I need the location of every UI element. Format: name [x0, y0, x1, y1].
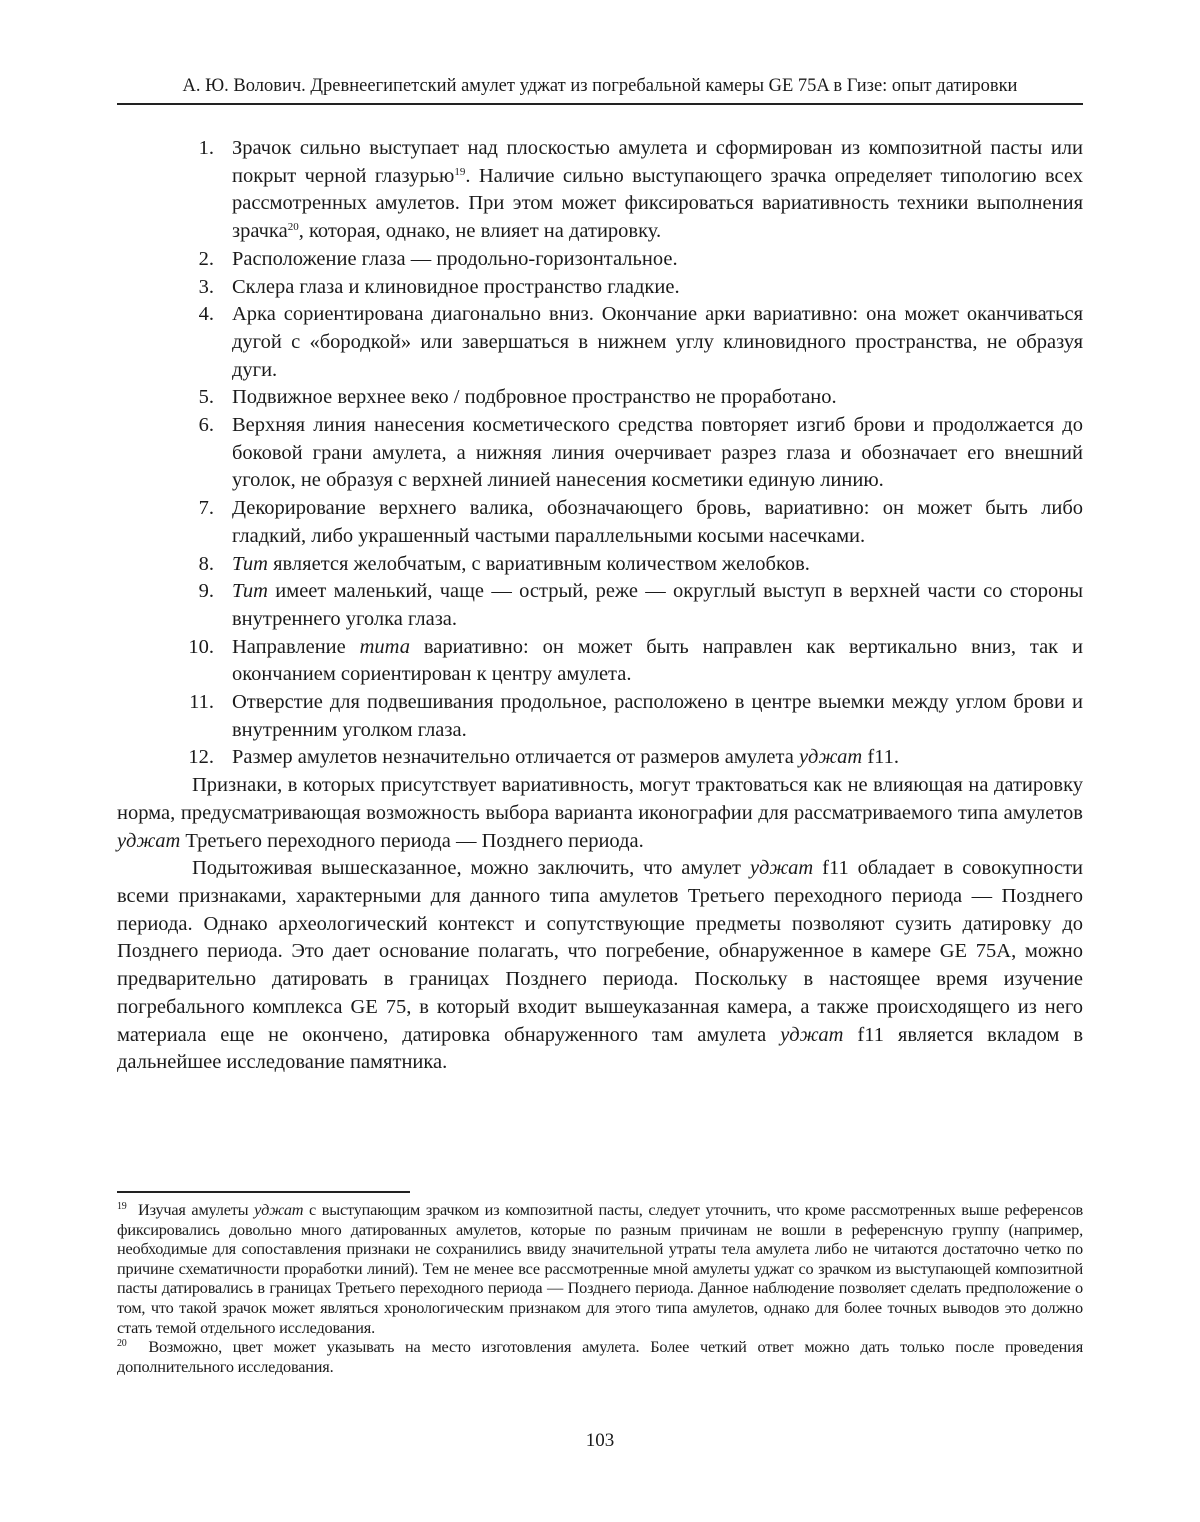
- footnote-ref[interactable]: 19: [454, 165, 466, 178]
- text: имеет маленький, чаще — острый, реже — округлый выступ в верхней части со стороны внутреннего уголка глаза.: [232, 580, 1083, 630]
- italic-term: тита: [359, 635, 410, 658]
- footnote-rule: [117, 1191, 410, 1193]
- list-item: [117, 495, 1083, 550]
- page-number: 103: [585, 1430, 615, 1451]
- text: с выступающим зрачком из композитной пасты, следует уточнить, что кроме рассмотренных выше референсов фиксировались довольно много датированных амулетов, которые по разным причинам не вошли в референсную группу (например, необходимые для сопоставления признаки не сохранились ввиду значительной утраты тела амулета либо не читаются достаточно четко по причине схематичности проработки линий). Тем не менее все рассмотренные мной амулеты уджат со зрачком из выступающей композитной пасты датировались в границах Третьего переходного периода — Позднего периода. Данное наблюдение позволяет сделать предположение о том, что такой зрачок может являться хронологическим признаком для этого типа амулетов, однако для более точных выводов это должно стать темой отдельного исследования.: [117, 1200, 1083, 1337]
- italic-term: Тит: [232, 552, 268, 575]
- list-number: 4.: [198, 303, 214, 326]
- italic-term: уджат: [798, 746, 863, 769]
- list-number: 12.: [188, 746, 214, 769]
- list-text: [232, 634, 1083, 689]
- italic-term: уджат: [780, 1023, 844, 1046]
- text: , которая, однако, не влияет на датировку.: [298, 220, 662, 243]
- text: f11 обладает в совокупности всеми признаками, характерными для данного типа амулетов Третьего переходного периода — Позднего периода. Однако археологический контекст и сопутствующие предметы позволяют сузить датировку до Позднего периода. Это дает основание полагать, что погребение, обнаруженное в камере GE 75A, можно предварительно датировать в границах Позднего периода. Поскольку в настоящее время изучение погребального комплекса GE 75, в который входит вышеуказанная камера, а также происходящего из него материала еще не окончено, датировка обнаруженного там амулета: [117, 857, 1083, 1046]
- list-text: Верхняя линия нанесения косметического средства повторяет изгиб брови и продолжается до боковой грани амулета, а нижняя линия очерчивает разрез глаза и обозначает его внешний уголок, не образуя с верхней линией нанесения косметики единую линию.: [232, 414, 1083, 492]
- italic-term: Тит: [232, 580, 268, 603]
- list-number: 2.: [198, 247, 214, 270]
- italic-term: уджат: [749, 857, 814, 880]
- paragraph: [117, 855, 1083, 1077]
- text: Признаки, в которых присутствует вариативность, могут трактоваться как не влияющая на датировку норма, предусматривающая возможность выбора варианта иконографии для рассматриваемого типа амулетов: [117, 774, 1083, 824]
- text: . Наличие сильно выступающего зрачка определяет типологию всех рассмотренных амулетов. При этом может фиксироваться вариативность техники выполнения зрачка: [232, 164, 1083, 243]
- italic-term: уджат: [254, 1200, 304, 1219]
- list-item: [117, 744, 1083, 772]
- list-number: 6.: [198, 414, 214, 437]
- list-text: Арка сориентирована диагонально вниз. Окончание арки вариативно: она может оканчиваться дугой с «бородкой» или завершаться в нижнем углу клиновидного пространства, не образуя дуги.: [232, 303, 1083, 381]
- text: Размер амулетов незначительно отличается от размеров амулета: [232, 746, 799, 769]
- list-item: [117, 551, 1083, 579]
- main-text: [117, 135, 1083, 1077]
- footnotes: [117, 1200, 1083, 1376]
- list-text: [232, 578, 1083, 633]
- list-item: [117, 412, 1083, 495]
- list-number: 7.: [198, 497, 214, 520]
- list-item: [117, 634, 1083, 689]
- list-number: 8.: [198, 552, 214, 575]
- running-header: А. Ю. Волович. Древнеегипетский амулет уджат из погребальной камеры GE 75A в Гизе: опыт датировки: [182, 76, 1018, 96]
- footnote-number: 20: [117, 1338, 127, 1350]
- footnote: [117, 1200, 1083, 1337]
- footnote-number: 19: [117, 1201, 127, 1212]
- footnote: [117, 1337, 1083, 1376]
- header-rule: [117, 103, 1083, 105]
- list-item: [117, 689, 1083, 744]
- italic-term: уджат: [117, 829, 181, 852]
- text: Изучая амулеты: [138, 1200, 255, 1219]
- list-item: [117, 384, 1083, 412]
- text: Третьего переходного периода — Позднего периода.: [180, 829, 644, 852]
- list-item: [117, 246, 1083, 274]
- text: Зрачок сильно выступает над плоскостью амулета и сформирован из композитной пасты или покрыт черной глазурью: [232, 137, 1083, 187]
- list-text: Подвижное верхнее веко / подбровное пространство не проработано.: [232, 386, 837, 409]
- list-text: [232, 551, 1083, 579]
- text: Направление: [232, 635, 360, 658]
- list-number: 3.: [198, 275, 214, 298]
- list-text: Декорирование верхнего валика, обозначающего бровь, вариативно: он может быть либо гладкий, либо украшенный частыми параллельными косыми насечками.: [232, 497, 1083, 547]
- footnote-ref[interactable]: 20: [287, 221, 299, 234]
- list-text: [232, 744, 1083, 772]
- text: вариативно: он может быть направлен как вертикально вниз, так и окончанием сориентирован к центру амулета.: [232, 635, 1083, 686]
- list-number: 5.: [198, 386, 214, 409]
- text: f11.: [862, 746, 900, 769]
- list-item: [117, 301, 1083, 384]
- text: f11 является вкладом в дальнейшее исследование памятника.: [117, 1023, 1083, 1074]
- list-item: [117, 578, 1083, 633]
- text: Подытоживая вышесказанное, можно заключить, что амулет: [192, 857, 750, 880]
- text: Возможно, цвет может указывать на место изготовления амулета. Более четкий ответ можно дать только после проведения дополнительного исследования.: [117, 1337, 1083, 1376]
- list-text: Расположение глаза — продольно-горизонтальное.: [232, 247, 678, 270]
- list-number: 10.: [188, 635, 214, 658]
- list-item: [117, 135, 1083, 246]
- list-text: [232, 135, 1083, 246]
- text: является желобчатым, с вариативным количеством желобков.: [267, 552, 810, 575]
- paragraph: [117, 772, 1083, 855]
- list-text: Отверстие для подвешивания продольное, расположено в центре выемки между углом брови и внутренним уголком глаза.: [232, 691, 1083, 741]
- list-number: 9.: [198, 580, 214, 603]
- list-number: 11.: [189, 691, 214, 714]
- list-item: [117, 274, 1083, 302]
- list-number: 1.: [198, 137, 214, 159]
- list-text: Склера глаза и клиновидное пространство гладкие.: [232, 275, 680, 298]
